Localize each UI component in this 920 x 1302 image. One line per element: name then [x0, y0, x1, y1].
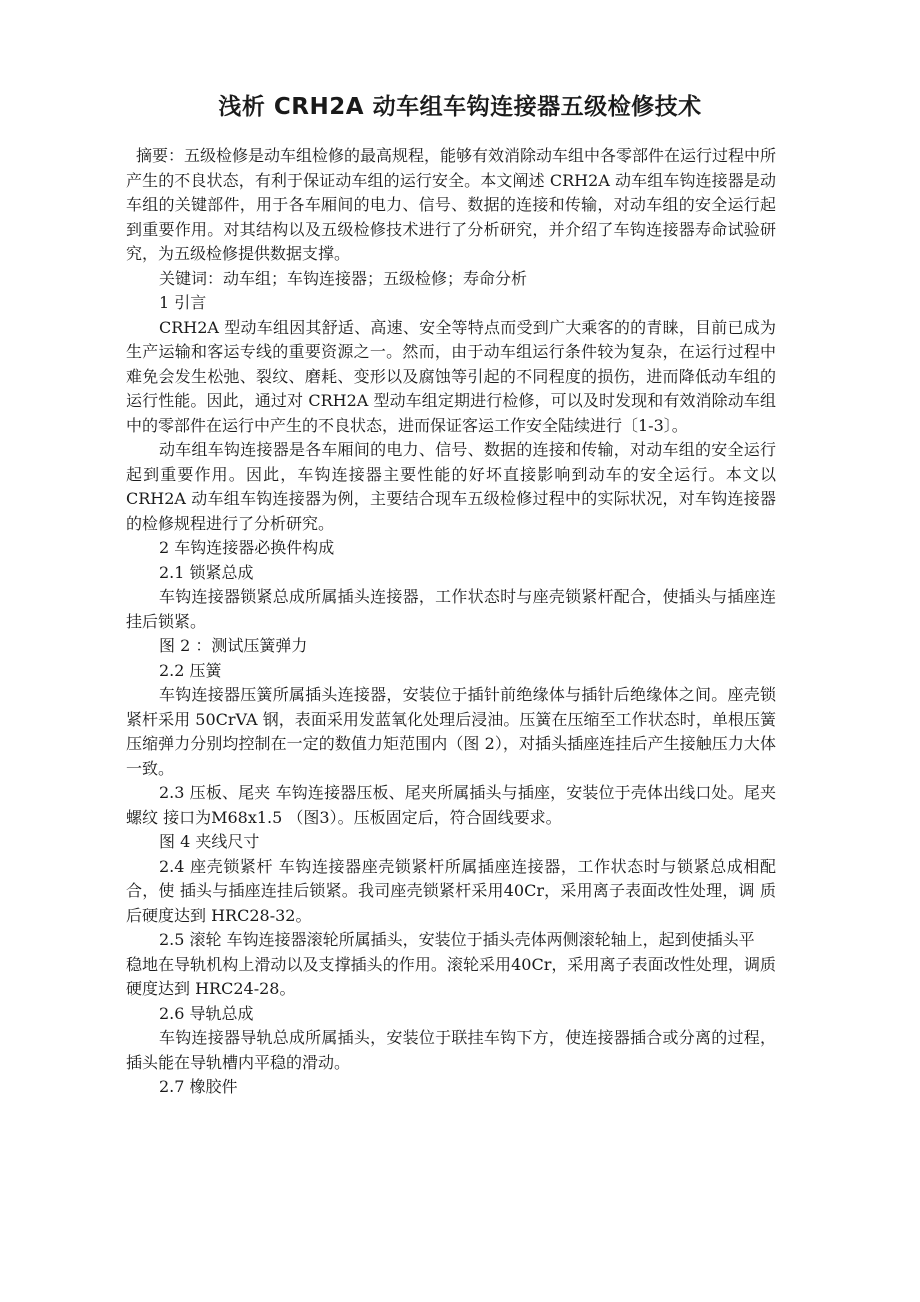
section-1-paragraph-1: CRH2A 型动车组因其舒适、高速、安全等特点而受到广大乘客的的青睐，目前已成为生产运输和客运专线的重要资源之一。然而，由于动车组运行条件较为复杂，在运行过程中难免会发生松弛、裂纹、磨耗、变形以及腐蚀等引起的不同程度的损伤，进而降低动车组的运行性能。因此，通过对 CRH2A 型动车组定期进行检修，可以及时发现和有效消除动车组中的零部件在运行中产生的不良状态，进而保证客运工作安全陆续进行〔1-3〕。 [126, 317, 776, 435]
keywords-line: 关键词：动车组；车钩连接器；五级检修；寿命分析 [159, 268, 528, 288]
section-2-7-heading: 2.7 橡胶件 [159, 1077, 238, 1096]
figure-4-caption: 图 4 夹线尺寸 [159, 832, 260, 851]
figure-2-caption: 图 2 ：测试压簧弹力 [159, 636, 308, 655]
section-2-1-paragraph: 车钩连接器锁紧总成所属插头连接器，工作状态时与座壳锁紧杆配合，使插头与插座连挂后锁紧。 [126, 587, 776, 631]
section-2-5-line-1: 2.5 滚轮 车钩连接器滚轮所属插头，安装位于插头壳体两侧滚轮轴上，起到使插头平 [159, 930, 755, 949]
section-2-1-heading: 2.1 锁紧总成 [159, 562, 254, 582]
section-1-paragraph-2: 动车组车钩连接器是各车厢间的电力、信号、数据的连接和传输，对动车组的安全运行起到重要作用。因此，车钩连接器主要性能的好坏直接影响到动车的安全运行。本文以 CRH2A 动车组车钩连接器为例，主要结合现车五级检修过程中的实际状况，对车钩连接器的检修规程进行了分析研究。 [126, 440, 776, 533]
section-2-2-paragraph: 车钩连接器压簧所属插头连接器，安装位于插针前绝缘体与插针后绝缘体之间。座壳锁紧杆采用 50CrVA 钢，表面采用发蓝氧化处理后浸油。压簧在压缩至工作状态时，单根压簧压缩弹力分别均控制在一定的数值力矩范围内（图 2），对插头插座连挂后产生接触压力大体一致。 [126, 685, 776, 778]
section-2-4-paragraph: 2.4 座壳锁紧杆 车钩连接器座壳锁紧杆所属插座连接器，工作状态时与锁紧总成相配合，使 插头与插座连挂后锁紧。我司座壳锁紧杆采用40Cr，采用离子表面改性处理，调 质后硬度达到 HRC28-32。 [126, 856, 776, 925]
section-2-3-paragraph: 2.3 压板、尾夹 车钩连接器压板、尾夹所属插头与插座，安装位于壳体出线口处。尾夹螺纹 接口为M68x1.5 （图3）。压板固定后，符合固线要求。 [126, 783, 776, 827]
section-2-2-heading: 2.2 压簧 [159, 660, 222, 680]
abstract-paragraph: 摘要：五级检修是动车组检修的最高规程，能够有效消除动车组中各零部件在运行过程中所产生的不良状态，有利于保证动车组的运行安全。本文阐述 CRH2A 动车组车钩连接器是动车组的关键部件，用于各车厢间的电力、信号、数据的连接和传输，对动车组的安全运行起到重要作用。对其结构以及五级检修技术进行了分析研究，并介绍了车钩连接器寿命试验研究，为五级检修提供数据支撑。 [126, 146, 777, 263]
document-body [126, 144, 776, 1100]
section-2-6-paragraph: 车钩连接器导轨总成所属插头，安装位于联挂车钩下方，使连接器插合或分离的过程，插头能在导轨槽内平稳的滑动。 [126, 1028, 776, 1072]
section-1-heading: 1 引言 [159, 293, 207, 312]
section-2-heading: 2 车钩连接器必换件构成 [159, 538, 335, 557]
page-title: 浅析 CRH2A 动车组车钩连接器五级检修技术 [218, 94, 702, 120]
section-2-6-heading: 2.6 导轨总成 [159, 1003, 254, 1023]
section-2-5-paragraph: 稳地在导轨机构上滑动以及支撑插头的作用。滚轮采用40Cr，采用离子表面改性处理，调质硬度达到 HRC24-28。 [126, 954, 776, 998]
